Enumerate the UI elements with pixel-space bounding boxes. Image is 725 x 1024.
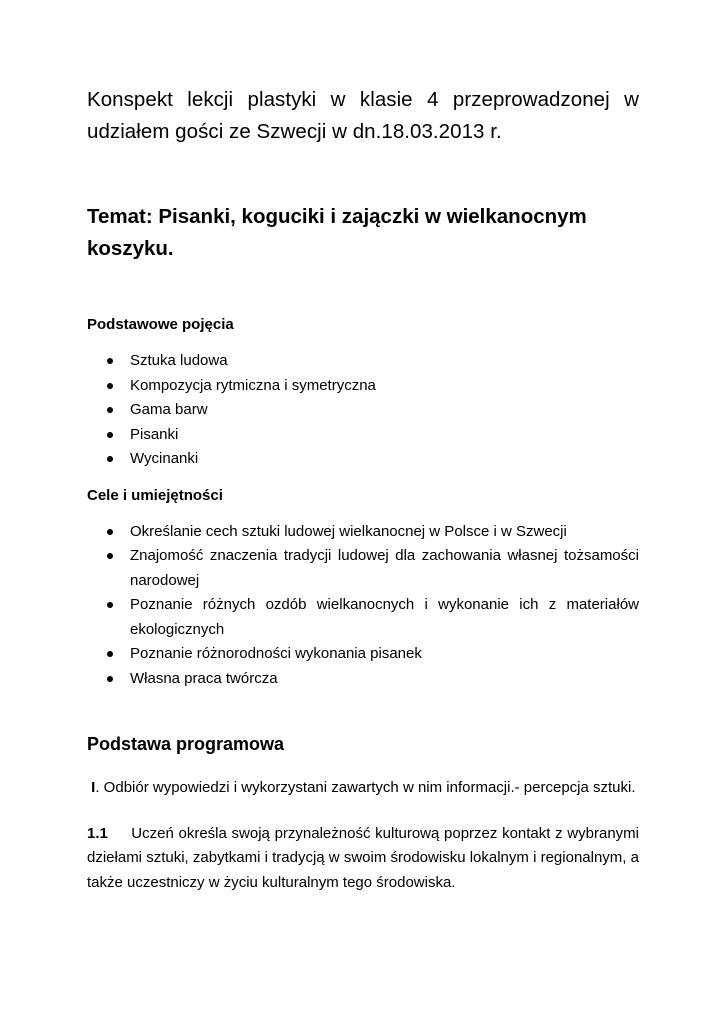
list-item-text: Gama barw [130, 401, 208, 418]
list-item [87, 423, 639, 448]
list-item [87, 544, 639, 593]
list-item-text: Pisanki [130, 425, 179, 443]
bullet-icon [107, 383, 113, 389]
bullet-icon [107, 358, 113, 364]
paragraph-number: I [91, 779, 96, 796]
lesson-topic: Temat: Pisanki, koguciki i zajączki w wielkanocnym koszyku. [87, 205, 587, 260]
list-item [87, 667, 639, 692]
list-item-text: Własna praca twórcza [130, 669, 278, 687]
lesson-intro: Konspekt lekcji plastyki w klasie 4 przeprowadzonej w udziałem gości ze Szwecji w dn.18.03.2013 r. [87, 88, 639, 143]
concepts-list [87, 349, 639, 472]
list-item-text: Poznanie różnorodności wykonania pisanek [130, 645, 422, 662]
list-item-text: Sztuka ludowa [130, 352, 228, 369]
bullet-icon [107, 456, 113, 462]
goals-title: Cele i umiejętności [87, 486, 223, 504]
list-item-text: Kompozycja rytmiczna i symetryczna [130, 376, 376, 394]
paragraph-number: 1.1 [87, 824, 108, 842]
program-paragraph-2 [87, 822, 639, 896]
bullet-icon [107, 553, 113, 559]
paragraph-text: . Odbiór wypowiedzi i wykorzystani zawartych w nim informacji.- percepcja sztuki. [95, 779, 636, 796]
bullet-icon [107, 529, 113, 535]
bullet-icon [107, 651, 113, 657]
list-item [87, 593, 639, 642]
bullet-icon [107, 407, 113, 413]
list-item-text: Określanie cech sztuki ludowej wielkanocnej w Polsce i w Szwecji [130, 522, 567, 540]
bullet-icon [107, 676, 113, 682]
list-item [87, 374, 639, 399]
list-item [87, 447, 639, 472]
bullet-icon [107, 432, 113, 438]
program-title: Podstawa programowa [87, 734, 285, 754]
document-body [87, 84, 639, 895]
list-item [87, 520, 639, 545]
list-item [87, 398, 639, 423]
list-item-text: Poznanie różnych ozdób wielkanocnych i wykonanie ich z materiałów ekologicznych [130, 596, 639, 638]
list-item [87, 642, 639, 667]
bullet-icon [107, 602, 113, 608]
list-item-text: Znajomość znaczenia tradycji ludowej dla zachowania własnej tożsamości narodowej [130, 547, 639, 589]
concepts-title: Podstawowe pojęcia [87, 316, 234, 333]
goals-list [87, 520, 639, 692]
program-paragraph-1 [87, 776, 639, 801]
list-item-text: Wycinanki [130, 450, 199, 467]
paragraph-text: Uczeń określa swoją przynależność kulturową poprzez kontakt z wybranymi dziełami sztuki, zabytkami i tradycją w swoim środowisku lokalnym i regionalnym, a także uczestniczy w życiu kulturalnym tego środowiska. [87, 824, 639, 891]
list-item [87, 349, 639, 374]
